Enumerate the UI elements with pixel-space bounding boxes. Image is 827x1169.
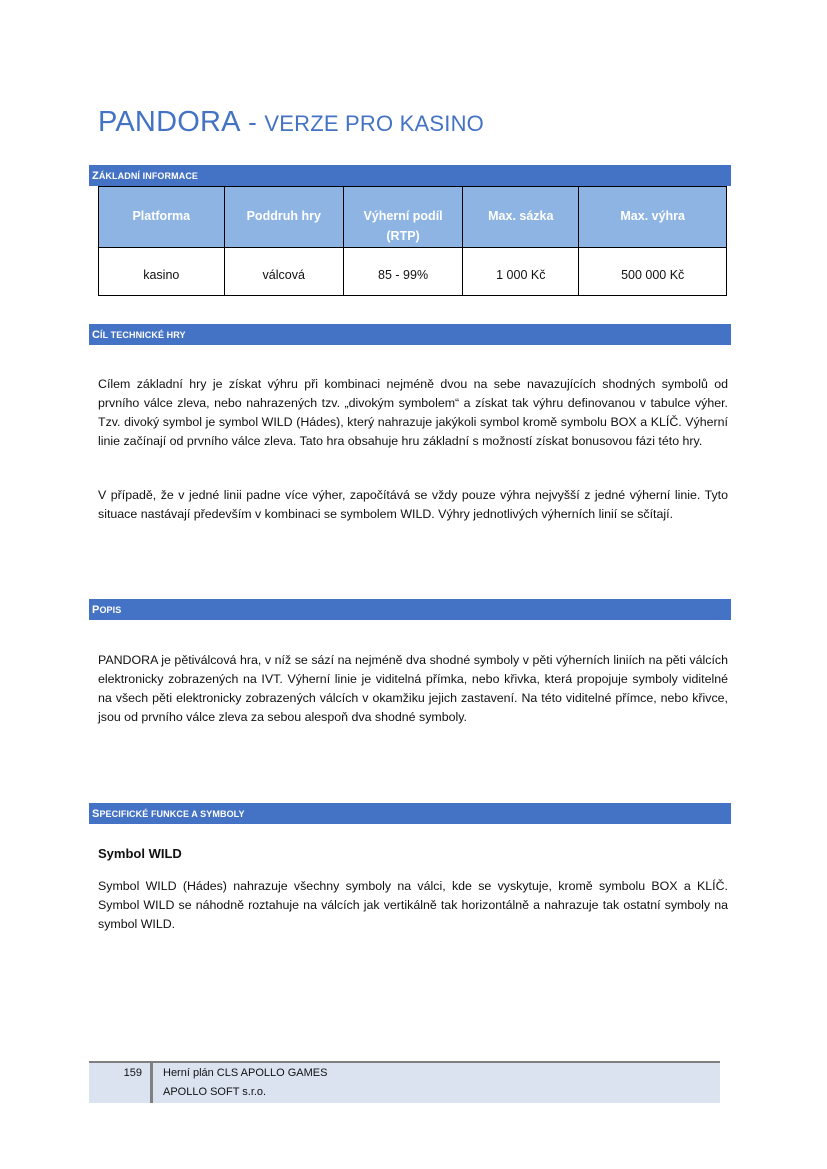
header-max-win: Max. výhra xyxy=(579,187,727,248)
header-rtp-line2: (RTP) xyxy=(386,229,420,243)
section-initial: Z xyxy=(92,170,99,182)
page-footer xyxy=(89,1061,720,1103)
cell-max-bet: 1 000 Kč xyxy=(463,248,579,296)
header-rtp xyxy=(343,187,462,248)
goal-paragraph-1: Cílem základní hry je získat výhru při kombinaci nejméně dvou na sebe navazujících shodných symbolů od prvního válce zleva, nebo nahrazených tzv. „divokým symbolem“ a získat tak výhru definovanou v tabulce výher. Tzv. divoký symbol je symbol WILD (Hádes), který nahrazuje jakýkoli symbol kromě symbolu BOX a KLÍČ. Výherní linie začínají od prvního válce zleva. Tato hra obsahuje hru základní s možností získat bonusovou fázi této hry. xyxy=(98,377,728,448)
cell-rtp: 85 - 99% xyxy=(343,248,462,296)
table-row xyxy=(99,248,727,296)
wild-paragraph: Symbol WILD (Hádes) nahrazuje všechny symboly na válci, kde se vyskytuje, kromě symbolu BOX a KLÍČ. Symbol WILD se náhodně roztahuje na válcích jak vertikálně tak horizontálně a nahrazuje tak ostatní symboly na symbol WILD. xyxy=(98,879,728,931)
section-header-description xyxy=(89,599,731,620)
title-main: PANDORA xyxy=(98,106,241,138)
section-label: ÍL TECHNICKÉ HRY xyxy=(100,330,186,340)
description-paragraph: PANDORA je pětiválcová hra, v níž se sází na nejméně dva shodné symboly v pěti výherních liniích na pěti válcích elektronicky zobrazených na IVT. Výherní linie je viditelná přímka, nebo křivka, která propojuje symboly viditelné na všech pěti elektronicky zobrazených válcích v okamžiku jejich zastavení. Na této viditelné přímce, nebo křivce, jsou od prvního válce zleva za sebou alespoň dva shodné symboly. xyxy=(98,653,728,724)
header-platform: Platforma xyxy=(99,187,225,248)
goal-paragraph-2: V případě, že v jedné linii padne více výher, započítává se vždy pouze výhra nejvyšší z jedné výherní linie. Tyto situace nastávají především v kombinaci se symbolem WILD. Výhry jednotlivých výherních linií se sčítají. xyxy=(98,488,728,521)
table-header-row xyxy=(99,187,727,248)
footer-company: APOLLO SOFT s.r.o. xyxy=(163,1086,267,1098)
section-header-specific xyxy=(89,803,731,824)
section-label: OPIS xyxy=(99,605,122,615)
page-title xyxy=(98,106,484,139)
header-rtp-line1: Výherní podíl xyxy=(363,209,443,223)
title-separator: - xyxy=(240,107,265,137)
section-label: PECIFICKÉ FUNKCE A SYMBOLY xyxy=(99,809,245,819)
cell-subtype: válcová xyxy=(224,248,343,296)
basic-info-table xyxy=(98,186,727,296)
subheading-symbol-wild: Symbol WILD xyxy=(98,846,182,861)
header-subtype: Poddruh hry xyxy=(224,187,343,248)
section-header-basic-info xyxy=(89,165,731,186)
cell-max-win: 500 000 Kč xyxy=(579,248,727,296)
section-header-goal xyxy=(89,324,731,345)
title-subtitle: VERZE PRO KASINO xyxy=(264,111,484,136)
header-max-bet: Max. sázka xyxy=(463,187,579,248)
cell-platform: kasino xyxy=(99,248,225,296)
footer-document-title: Herní plán CLS APOLLO GAMES xyxy=(163,1067,328,1079)
section-initial: C xyxy=(92,329,101,341)
section-label: ÁKLADNÍ INFORMACE xyxy=(98,171,199,181)
page-number: 159 xyxy=(89,1063,153,1103)
section-initial: P xyxy=(92,604,100,616)
section-initial: S xyxy=(92,808,100,820)
